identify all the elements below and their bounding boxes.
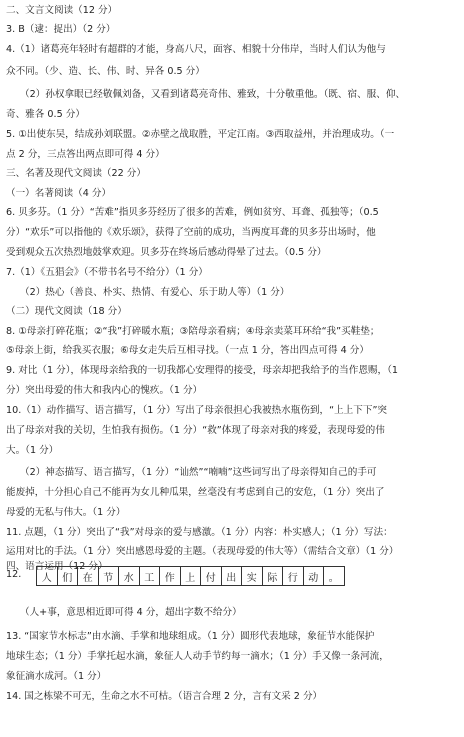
answer-line: 运用对比的手法。（1 分）突出感恩母爱的主题。（表现母爱的伟大等）（需结合文章）（1 分） xyxy=(6,546,399,557)
grid-cell: 节 xyxy=(99,567,120,585)
answer-line: 14. 国之栋梁不可无，生命之水不可枯。（语言合理 2 分，言有文采 2 分） xyxy=(6,691,323,702)
answer-line: 8. ①母亲打碎花瓶；②“我”打碎暖水瓶；③陪母亲看病；④母亲卖菜耳环给“我”买鞋垫； xyxy=(6,326,380,337)
grid-cell: 水 xyxy=(119,567,140,585)
grid-cell: 付 xyxy=(201,567,222,585)
answer-line: ⑤母亲上街，给我买衣服；⑥母女走失后互相寻找。（一点 1 分，答出四点可得 4 分） xyxy=(6,345,369,356)
answer-line: 4.（1）诸葛亮年轻时有超群的才能，身高八尺，面容、相貌十分伟岸，当时人们认为他与 xyxy=(6,44,386,55)
answer-line: 地球生态；（1 分）手掌托起水滴，象征人人动手节约每一滴水；（1 分）手又像一条河流， xyxy=(6,651,389,662)
answer-line: 奇、雅各 0.5 分） xyxy=(6,109,85,120)
grid-cell: 们 xyxy=(58,567,79,585)
answer-line: 13. “国家节水标志”由水滴、手掌和地球组成。（1 分）圆形代表地球，象征节水能保护 xyxy=(6,631,375,642)
answer-line: （2）孙权拿眼已经敬佩刘备，又看到诸葛亮奇伟、雅致，十分敬重他。（既、宿、服、仰、 xyxy=(20,89,406,100)
answer-line: 象征滴水成河。（1 分） xyxy=(6,671,107,682)
grid-cell: 人 xyxy=(37,567,58,585)
scoring-note: （人+事，意思相近即可得 4 分，超出字数不给分） xyxy=(20,607,242,618)
answer-line: （2）热心（善良、朴实、热情、有爱心、乐于助人等）（1 分） xyxy=(20,287,290,298)
grid-cell: 际 xyxy=(263,567,284,585)
answer-line: 受到观众五次热烈地鼓掌欢迎。贝多芬在终场后感动得晕了过去。（0.5 分） xyxy=(6,247,327,258)
answer-line: 6. 贝多芬。（1 分）“苦难”指贝多芬经历了很多的苦难，例如贫穷、耳聋、孤独等；（0.5 xyxy=(6,207,379,218)
answer-line: 5. ①出使东吴，结成孙刘联盟。②赤壁之战取胜，平定江南。③西取益州，并治理成功。（一 xyxy=(6,129,395,140)
grid-cell: 行 xyxy=(283,567,304,585)
answer-line: 11. 点题，（1 分）突出了“我”对母亲的爱与感激。（1 分）内容：朴实感人；（1 分）写法： xyxy=(6,527,393,538)
answer-line: 母爱的无私与伟大。（1 分） xyxy=(6,507,126,518)
character-grid xyxy=(36,566,345,586)
answer-line: 点 2 分，三点答出两点即可得 4 分） xyxy=(6,149,165,160)
answer-line: 10.（1）动作描写、语言描写，（1 分）写出了母亲很担心我被热水瓶伤到，“上上下下”突 xyxy=(6,405,388,416)
grid-cell: 作 xyxy=(160,567,181,585)
grid-cell: 。 xyxy=(328,572,339,584)
section-heading: 四、语言运用（12 分） xyxy=(6,561,108,572)
grid-cell: 上 xyxy=(181,567,202,585)
answer-line: 9. 对比（1 分），体现母亲给我的一切我都心安理得的接受，母亲却把我给予的当作恩赐，（1 xyxy=(6,365,399,376)
subsection-heading: （一）名著阅读（4 分） xyxy=(6,188,112,199)
answer-line: 3. B（逮：捉出）（2 分） xyxy=(6,24,116,35)
grid-cell: 动 xyxy=(304,567,325,585)
answer-line: 出了母亲对我的关切，生怕我有损伤。（1 分）“救”体现了母亲对我的疼爱，表现母爱的伟 xyxy=(6,425,385,436)
answer-line: 大。（1 分） xyxy=(6,445,59,456)
subsection-heading: （二）现代文阅读（18 分） xyxy=(6,306,127,317)
answer-line: 7.（1）《五猖会》（不带书名号不给分）（1 分） xyxy=(6,267,208,278)
grid-cell: 在 xyxy=(78,567,99,585)
answer-line: 分）突出母爱的伟大和我内心的愧疚。（1 分） xyxy=(6,385,203,396)
grid-cell: 出 xyxy=(222,567,243,585)
question-12-label: 12. xyxy=(6,569,22,580)
answer-line: （2）神态描写、语言描写，（1 分）“讪然”“喃喃”这些词写出了母亲得知自己的手可 xyxy=(20,467,377,478)
grid-cell: 实 xyxy=(242,567,263,585)
grid-cell: 工 xyxy=(140,567,161,585)
section-heading: 三、名著及现代文阅读（22 分） xyxy=(6,168,146,179)
answer-line: 众不同。（少、造、长、伟、时、异各 0.5 分） xyxy=(6,66,205,77)
answer-line: 能废掉，十分担心自己不能再为女儿种瓜果，丝毫没有考虑到自己的安危，（1 分）突出了 xyxy=(6,487,385,498)
section-heading: 二、文言文阅读（12 分） xyxy=(6,5,118,16)
answer-line: 分）“欢乐”可以指他的《欢乐颂》，获得了空前的成功，当两度耳聋的贝多芬出场时，他 xyxy=(6,227,376,238)
